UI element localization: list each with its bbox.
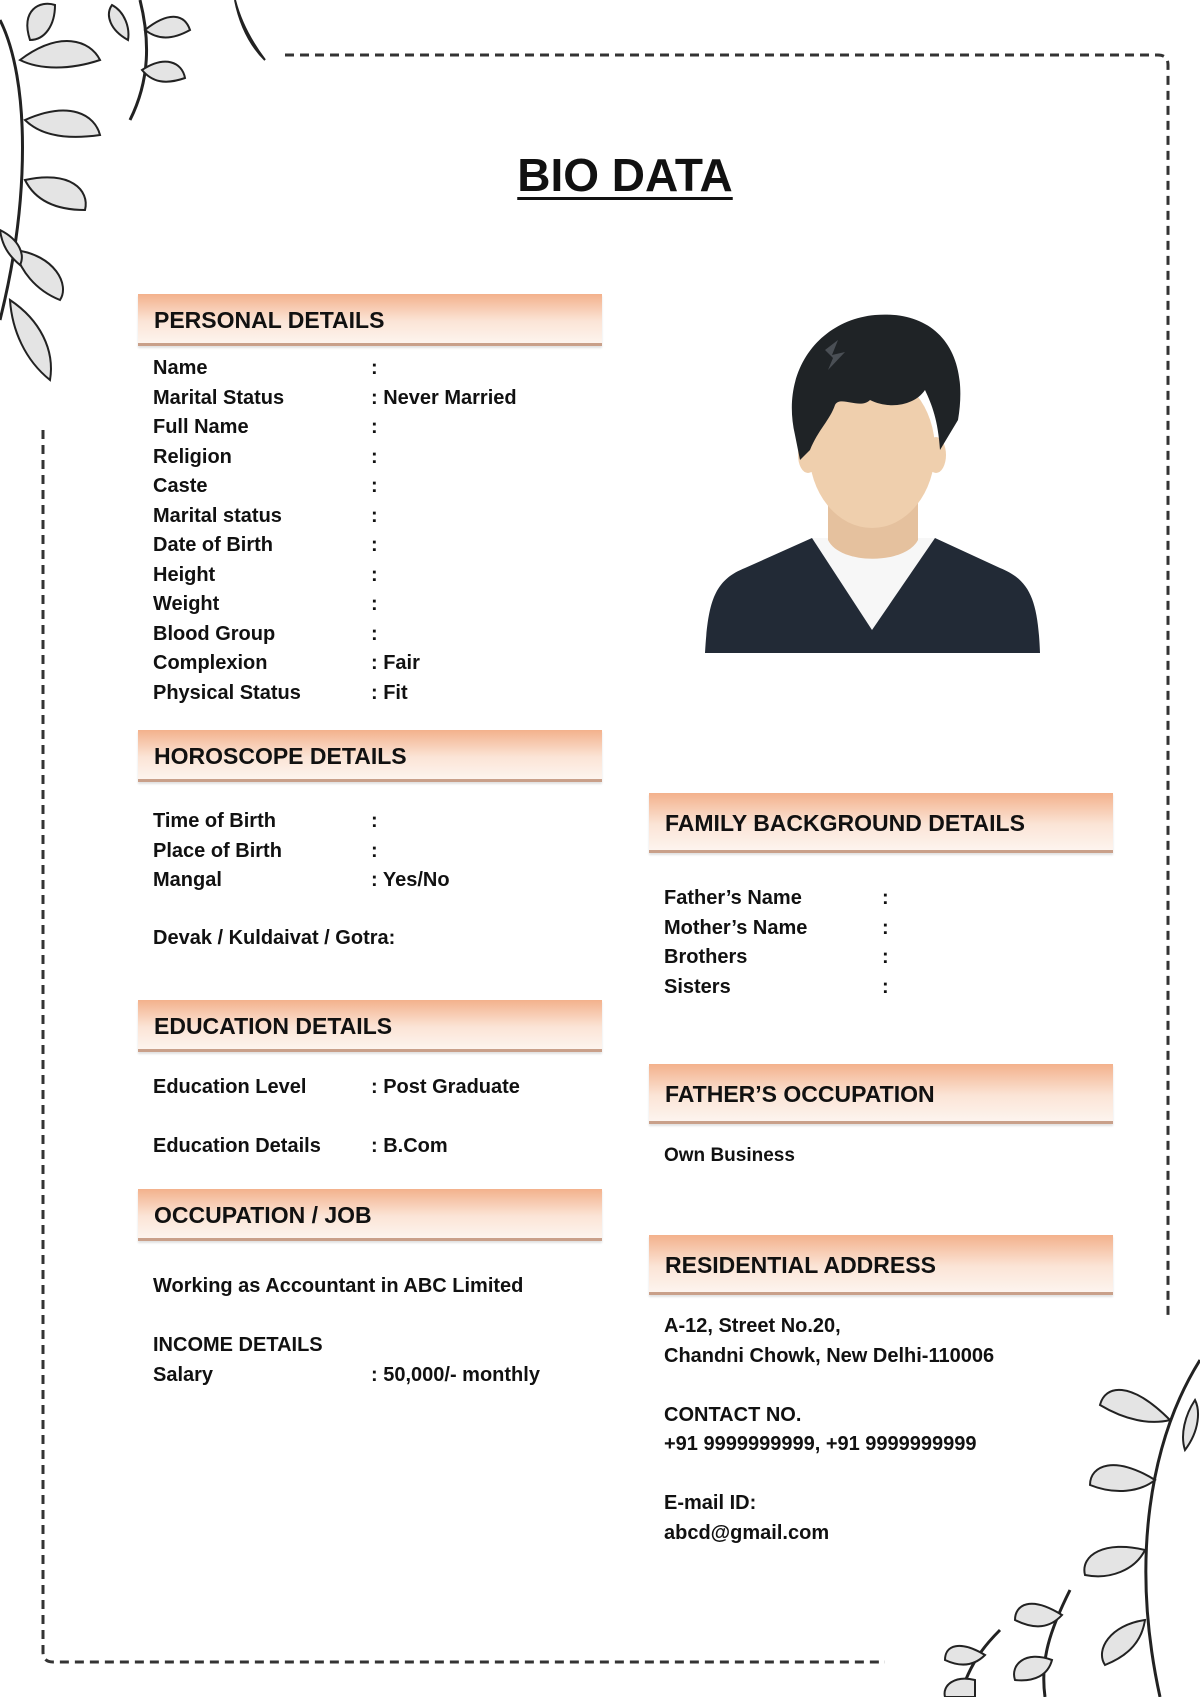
personal-detail-label: Name — [153, 357, 208, 379]
personal-detail-row — [153, 502, 593, 531]
personal-detail-label: Physical Status — [153, 681, 301, 704]
horoscope-detail-label: Mangal — [153, 869, 222, 891]
horoscope-detail-value: : Yes/No — [371, 869, 450, 891]
family-detail-label: Mother’s Name — [664, 916, 808, 939]
personal-detail-row — [153, 561, 593, 590]
personal-detail-value: : — [371, 416, 378, 438]
personal-detail-label: Marital Status — [153, 386, 285, 409]
income-details-heading: INCOME DETAILS — [153, 1334, 323, 1356]
personal-detail-value: : — [371, 475, 378, 497]
personal-details-header: PERSONAL DETAILS — [138, 294, 602, 346]
family-detail-value: : — [882, 887, 889, 909]
personal-detail-row — [153, 413, 593, 442]
personal-detail-label: Weight — [153, 593, 220, 615]
horoscope-detail-row — [153, 866, 593, 895]
personal-detail-value: : — [371, 563, 378, 586]
occupation-header: OCCUPATION / JOB — [138, 1189, 602, 1241]
personal-detail-value: : — [371, 622, 378, 645]
personal-detail-value: : — [371, 534, 378, 556]
personal-detail-row — [153, 679, 593, 708]
education-details-row — [153, 1132, 593, 1161]
salary-label: Salary — [153, 1364, 214, 1386]
family-detail-row — [664, 943, 1104, 972]
personal-detail-label: Marital status — [153, 504, 282, 527]
residential-address-header: RESIDENTIAL ADDRESS — [649, 1235, 1113, 1295]
page-title: BIO DATA — [517, 149, 733, 201]
family-detail-label: Sisters — [664, 975, 731, 998]
family-detail-row — [664, 914, 1104, 943]
personal-detail-label: Height — [153, 563, 216, 586]
horoscope-detail-row — [153, 837, 593, 866]
person-avatar-icon — [700, 310, 1045, 655]
horoscope-detail-row — [153, 807, 593, 836]
father-occupation-text: Own Business — [664, 1145, 795, 1166]
address-line-2: Chandni Chowk, New Delhi-110006 — [664, 1345, 995, 1367]
personal-detail-label: Complexion — [153, 652, 268, 674]
horoscope-detail-label: Time of Birth — [153, 810, 276, 832]
contact-heading: CONTACT NO. — [664, 1404, 802, 1426]
personal-detail-value: : Never Married — [371, 386, 517, 409]
education-level-row — [153, 1073, 593, 1102]
family-detail-row — [664, 973, 1104, 1002]
education-details-header: EDUCATION DETAILS — [138, 1000, 602, 1052]
horoscope-detail-label: Place of Birth — [153, 839, 282, 862]
email-value: abcd@gmail.com — [664, 1522, 830, 1544]
personal-detail-label: Date of Birth — [153, 534, 273, 556]
horoscope-details-header: HOROSCOPE DETAILS — [138, 730, 602, 782]
personal-detail-value: : — [371, 445, 378, 468]
personal-detail-label: Blood Group — [153, 622, 276, 645]
family-detail-label: Father’s Name — [664, 887, 802, 909]
personal-detail-value: : Fit — [371, 681, 408, 704]
personal-detail-value: : — [371, 357, 378, 379]
personal-detail-value: : — [371, 593, 378, 615]
family-detail-value: : — [882, 975, 889, 998]
personal-detail-row — [153, 590, 593, 619]
personal-detail-row — [153, 531, 593, 560]
personal-detail-row — [153, 384, 593, 413]
personal-detail-value: : Fair — [371, 652, 420, 674]
personal-detail-row — [153, 472, 593, 501]
family-detail-value: : — [882, 946, 889, 968]
family-detail-label: Brothers — [664, 946, 748, 968]
education-level-label: Education Level — [153, 1076, 307, 1098]
personal-detail-label: Religion — [153, 445, 232, 468]
salary-row — [153, 1361, 593, 1390]
education-details-value: : B.Com — [371, 1135, 448, 1157]
personal-detail-row — [153, 443, 593, 472]
address-line-1: A-12, Street No.20, — [664, 1315, 841, 1337]
father-occupation-header: FATHER’S OCCUPATION — [649, 1064, 1113, 1124]
horoscope-detail-value: : — [371, 839, 378, 862]
personal-detail-value: : — [371, 504, 378, 527]
gotra-label: Devak / Kuldaivat / Gotra: — [153, 927, 396, 949]
leaf-branch-bottom-right-icon — [930, 1340, 1200, 1697]
email-heading: E-mail ID: — [664, 1492, 757, 1514]
family-detail-value: : — [882, 916, 889, 939]
salary-value: : 50,000/- monthly — [371, 1364, 540, 1386]
education-details-label: Education Details — [153, 1135, 321, 1157]
horoscope-detail-value: : — [371, 810, 378, 832]
personal-detail-row — [153, 354, 593, 383]
contact-numbers: +91 9999999999, +91 9999999999 — [664, 1433, 977, 1455]
personal-detail-label: Full Name — [153, 416, 249, 438]
education-level-value: : Post Graduate — [371, 1076, 520, 1098]
occupation-text: Working as Accountant in ABC Limited — [153, 1275, 524, 1297]
personal-detail-label: Caste — [153, 475, 208, 497]
personal-detail-row — [153, 649, 593, 678]
family-background-header: FAMILY BACKGROUND DETAILS — [649, 793, 1113, 853]
personal-detail-row — [153, 620, 593, 649]
family-detail-row — [664, 884, 1104, 913]
